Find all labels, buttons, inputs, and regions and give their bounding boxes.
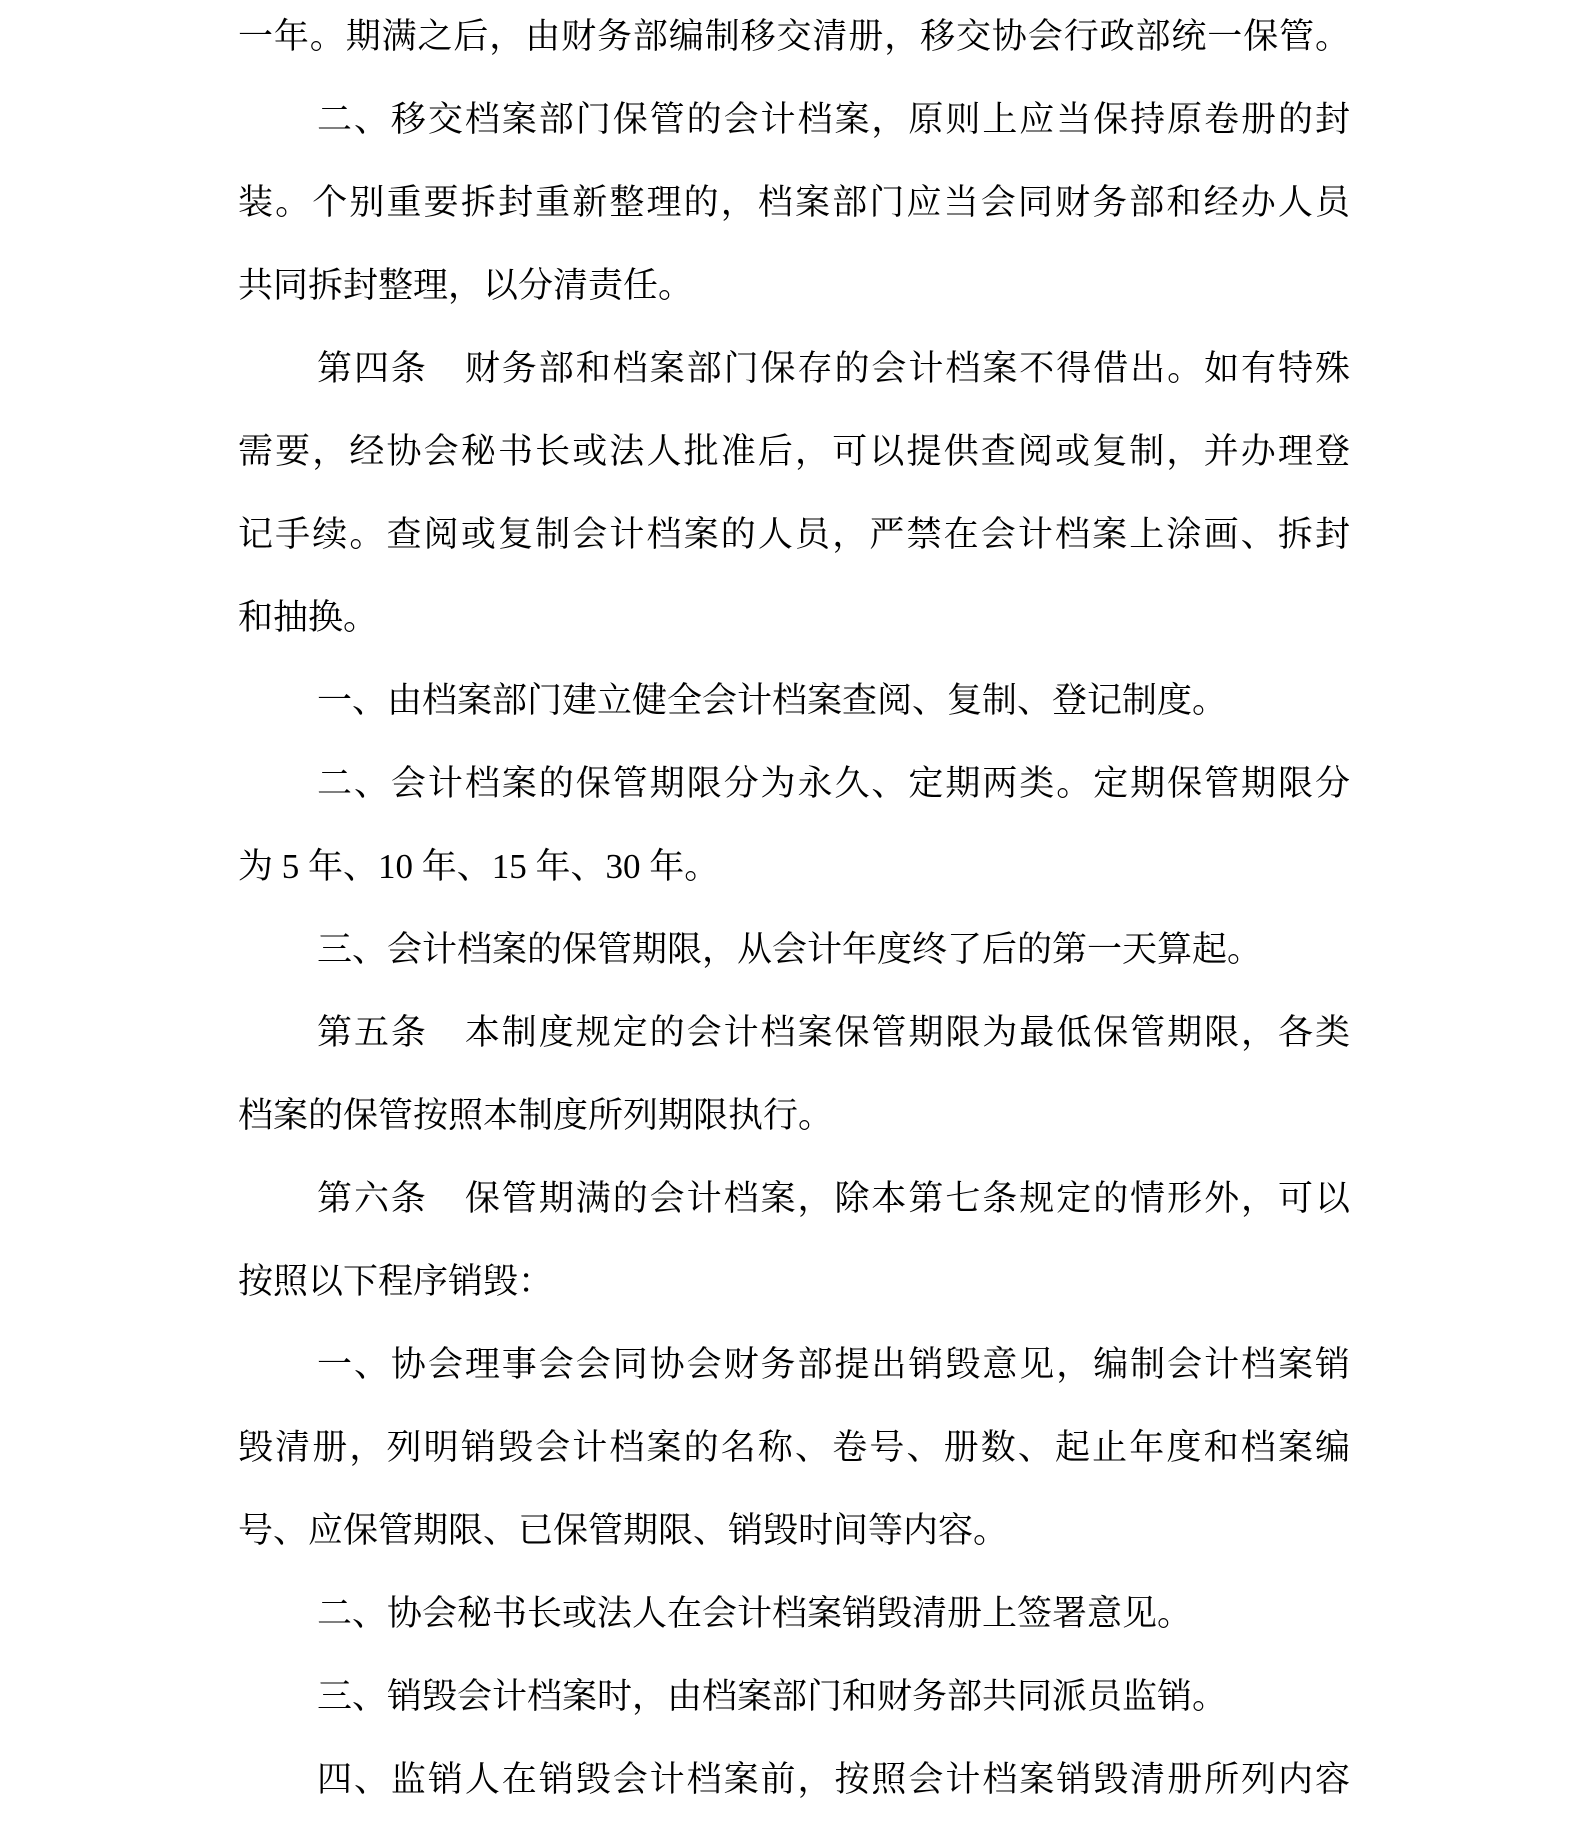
text-line: 需要，经协会秘书长或法人批准后，可以提供查阅或复制，并办理登: [238, 432, 1350, 471]
text-line: 档案的保管按照本制度所列期限执行。: [238, 1096, 834, 1135]
text-line: 毁清册，列明销毁会计档案的名称、卷号、册数、起止年度和档案编: [238, 1428, 1350, 1467]
text-line: 第五条 本制度规定的会计档案保管期限为最低保管期限，各类: [317, 1013, 1350, 1052]
text-line: 和抽换。: [238, 598, 379, 637]
text-line: 四、监销人在销毁会计档案前，按照会计档案销毁清册所列内容: [317, 1760, 1350, 1799]
text-line: 共同拆封整理，以分清责任。: [238, 266, 694, 305]
text-line: 记手续。查阅或复制会计档案的人员，严禁在会计档案上涂画、拆封: [238, 515, 1350, 554]
text-line: 装。个别重要拆封重新整理的，档案部门应当会同财务部和经办人员: [238, 183, 1350, 222]
text-line: 一年。期满之后，由财务部编制移交清册，移交协会行政部统一保管。: [238, 17, 1350, 56]
text-line: 第四条 财务部和档案部门保存的会计档案不得借出。如有特殊: [317, 349, 1350, 388]
text-line: 第六条 保管期满的会计档案，除本第七条规定的情形外，可以: [317, 1179, 1350, 1218]
text-line: 一、由档案部门建立健全会计档案查阅、复制、登记制度。: [317, 681, 1228, 720]
text-line: 三、销毁会计档案时，由档案部门和财务部共同派员监销。: [317, 1677, 1228, 1716]
text-line: 二、协会秘书长或法人在会计档案销毁清册上签署意见。: [317, 1594, 1193, 1633]
text-line: 按照以下程序销毁：: [238, 1262, 554, 1301]
text-line: 为 5 年、10 年、15 年、30 年。: [238, 847, 720, 886]
text-line: 一、协会理事会会同协会财务部提出销毁意见，编制会计档案销: [317, 1345, 1350, 1384]
document-body: [238, 0, 1350, 1821]
text-line: 二、会计档案的保管期限分为永久、定期两类。定期保管期限分: [317, 764, 1350, 803]
text-line: 号、应保管期限、已保管期限、销毁时间等内容。: [238, 1511, 1009, 1550]
text-line: 二、移交档案部门保管的会计档案，原则上应当保持原卷册的封: [317, 100, 1350, 139]
text-line: 三、会计档案的保管期限，从会计年度终了后的第一天算起。: [317, 930, 1263, 969]
